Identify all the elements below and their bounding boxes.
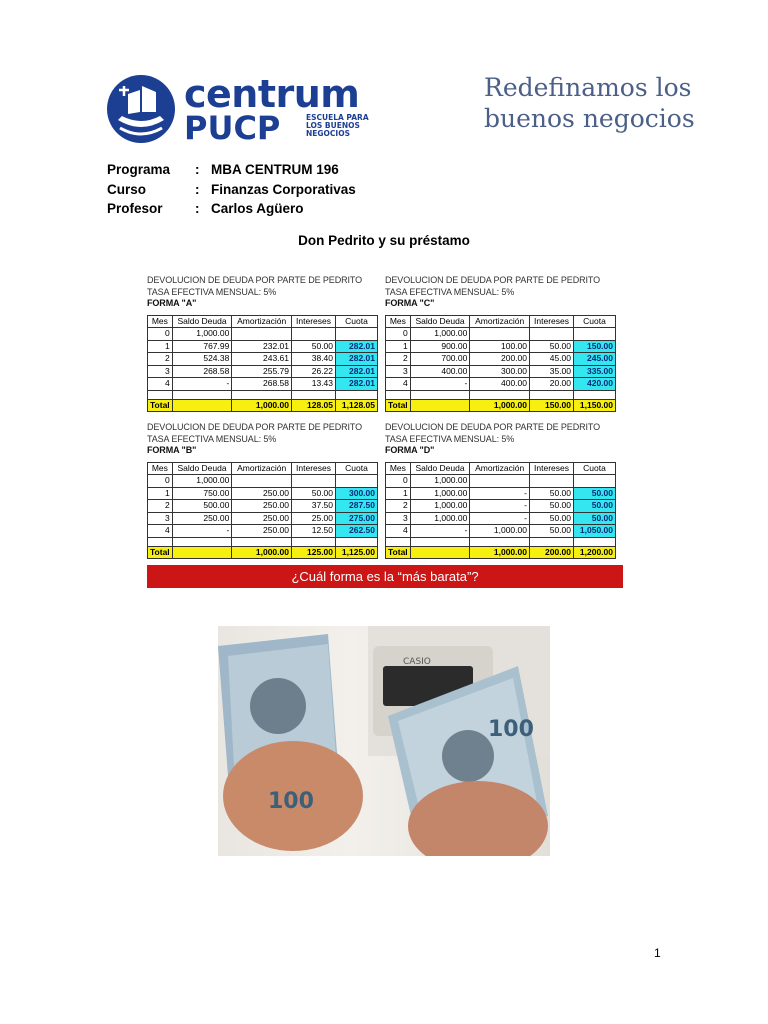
info-separator: :: [195, 201, 200, 216]
spacer-row: [386, 537, 616, 546]
total-cell: [172, 399, 232, 412]
total-cell: 200.00: [529, 546, 573, 559]
table-cell: 250.00: [232, 487, 292, 500]
table-cell: 4: [386, 378, 411, 391]
money-photo: [218, 626, 550, 856]
table-cell: 1,000.00: [172, 475, 232, 488]
table-cell: [336, 475, 378, 488]
table-cell: 200.00: [470, 353, 530, 366]
logo-pucp-text: PUCP: [184, 109, 281, 147]
spacer-cell: [470, 537, 530, 546]
info-value: Finanzas Corporativas: [211, 181, 356, 197]
table-rate: TASA EFECTIVA MENSUAL: 5%: [385, 433, 515, 444]
bill-value-left: 100: [268, 789, 314, 814]
info-row-profesor: [107, 199, 356, 219]
table-heading: DEVOLUCION DE DEUDA POR PARTE DE PEDRITO: [147, 422, 363, 432]
table-cell: 250.00: [232, 525, 292, 538]
table-cell: 50.00: [291, 487, 335, 500]
table-rate: TASA EFECTIVA MENSUAL: 5%: [385, 286, 515, 297]
table-cell: [232, 475, 292, 488]
spacer-cell: [291, 537, 335, 546]
table-row: [148, 525, 378, 538]
column-header: Intereses: [529, 315, 573, 328]
table-row: [148, 500, 378, 513]
table-cell: 2: [148, 353, 173, 366]
spacer-cell: [232, 537, 292, 546]
table-cell: 282.01: [336, 340, 378, 353]
slogan: [484, 72, 704, 134]
table-cell: 232.01: [232, 340, 292, 353]
table-cell: 50.00: [529, 525, 573, 538]
table-forma: FORMA "A": [147, 298, 197, 308]
table-cell: 1,000.00: [470, 525, 530, 538]
table-cell: [291, 328, 335, 341]
column-header: Amortización: [470, 315, 530, 328]
spacer-cell: [410, 537, 470, 546]
table-cell: 1,000.00: [410, 328, 470, 341]
table-cell: 35.00: [529, 365, 573, 378]
table-cell: 4: [148, 525, 173, 538]
info-row-curso: [107, 180, 356, 200]
table-cell: 37.50: [291, 500, 335, 513]
table-cell: 1,000.00: [410, 500, 470, 513]
column-header: Amortización: [232, 315, 292, 328]
total-cell: 1,200.00: [574, 546, 616, 559]
column-header: Intereses: [291, 462, 335, 475]
course-info: [107, 160, 356, 219]
slogan-line-2: buenos negocios: [484, 104, 695, 133]
table-cell: 1,000.00: [410, 487, 470, 500]
table-cell: [529, 475, 573, 488]
table-cell: 50.00: [291, 340, 335, 353]
table-cell: 50.00: [574, 500, 616, 513]
loan-tables-figure: [147, 270, 623, 588]
table-cell: -: [172, 378, 232, 391]
total-cell: Total: [386, 399, 411, 412]
table-cell: 300.00: [336, 487, 378, 500]
amortization-table: [385, 315, 616, 413]
table-header-row: [386, 315, 616, 328]
column-header: Mes: [386, 462, 411, 475]
table-cell: 3: [386, 512, 411, 525]
info-row-programa: [107, 160, 356, 180]
table-header-row: [148, 462, 378, 475]
table-row: [386, 365, 616, 378]
column-header: Intereses: [529, 462, 573, 475]
table-cell: [336, 328, 378, 341]
table-cell: 243.61: [232, 353, 292, 366]
table-forma: FORMA "D": [385, 445, 435, 455]
spacer-cell: [172, 537, 232, 546]
table-cell: -: [410, 378, 470, 391]
spacer-cell: [172, 390, 232, 399]
total-row: [148, 546, 378, 559]
table-header-row: [386, 462, 616, 475]
question-banner: ¿Cuál forma es la “más barata”?: [147, 565, 623, 588]
table-cell: 3: [386, 365, 411, 378]
table-row: [148, 475, 378, 488]
table-cell: 245.00: [574, 353, 616, 366]
table-cell: 1,000.00: [172, 328, 232, 341]
spacer-cell: [529, 537, 573, 546]
spacer-cell: [148, 390, 173, 399]
table-cell: 500.00: [172, 500, 232, 513]
table-row: [386, 512, 616, 525]
table-rate: TASA EFECTIVA MENSUAL: 5%: [147, 433, 277, 444]
table-heading: DEVOLUCION DE DEUDA POR PARTE DE PEDRITO: [147, 275, 363, 285]
table-row: [386, 525, 616, 538]
table-cell: 0: [148, 328, 173, 341]
total-cell: 128.05: [291, 399, 335, 412]
column-header: Amortización: [232, 462, 292, 475]
table-cell: 25.00: [291, 512, 335, 525]
total-cell: 1,150.00: [574, 399, 616, 412]
table-cell: [470, 475, 530, 488]
table-row: [386, 500, 616, 513]
info-value: Carlos Agüero: [211, 201, 304, 216]
spacer-cell: [386, 390, 411, 399]
bill-value-right: 100: [488, 717, 534, 742]
centrum-pucp-logo: [106, 72, 369, 148]
total-cell: 125.00: [291, 546, 335, 559]
spacer-cell: [529, 390, 573, 399]
column-header: Cuota: [336, 315, 378, 328]
ship-emblem-icon: [106, 72, 176, 146]
total-cell: Total: [148, 399, 173, 412]
spacer-cell: [336, 537, 378, 546]
table-cell: 250.00: [172, 512, 232, 525]
table-cell: 150.00: [574, 340, 616, 353]
info-label: Programa: [107, 162, 171, 177]
table-cell: 1,050.00: [574, 525, 616, 538]
table-cell: 2: [386, 353, 411, 366]
table-cell: -: [470, 500, 530, 513]
spacer-row: [148, 537, 378, 546]
spacer-cell: [574, 537, 616, 546]
table-cell: 1,000.00: [410, 512, 470, 525]
table-cell: -: [470, 487, 530, 500]
table-row: [386, 353, 616, 366]
slogan-line-1: Redefinamos los: [484, 73, 692, 102]
table-cell: 26.22: [291, 365, 335, 378]
table-cell: 50.00: [529, 340, 573, 353]
table-cell: [574, 328, 616, 341]
table-row: [386, 487, 616, 500]
table-cell: 250.00: [232, 512, 292, 525]
info-separator: :: [195, 162, 200, 177]
amortization-table: [147, 315, 378, 413]
table-row: [148, 328, 378, 341]
table-cell: 524.38: [172, 353, 232, 366]
table-row: [386, 475, 616, 488]
table-cell: 400.00: [470, 378, 530, 391]
table-forma: FORMA "B": [147, 445, 197, 455]
table-cell: 4: [148, 378, 173, 391]
total-cell: [410, 399, 470, 412]
spacer-cell: [574, 390, 616, 399]
table-cell: 750.00: [172, 487, 232, 500]
table-cell: 262.50: [336, 525, 378, 538]
amortization-table: [147, 462, 378, 560]
table-cell: 1: [386, 487, 411, 500]
table-cell: 50.00: [529, 512, 573, 525]
column-header: Cuota: [574, 315, 616, 328]
table-cell: 1: [148, 340, 173, 353]
table-cell: 275.00: [336, 512, 378, 525]
table-cell: 767.99: [172, 340, 232, 353]
table-cell: 268.58: [232, 378, 292, 391]
table-cell: 255.79: [232, 365, 292, 378]
table-cell: 700.00: [410, 353, 470, 366]
table-cell: [574, 475, 616, 488]
table-cell: 100.00: [470, 340, 530, 353]
calculator-brand: CASIO: [403, 657, 431, 667]
total-cell: 1,000.00: [232, 399, 292, 412]
table-cell: 335.00: [574, 365, 616, 378]
info-label: Curso: [107, 181, 147, 197]
table-cell: 250.00: [232, 500, 292, 513]
table-cell: 13.43: [291, 378, 335, 391]
table-cell: 50.00: [529, 487, 573, 500]
spacer-cell: [470, 390, 530, 399]
table-block-forma-a: [147, 275, 378, 412]
table-cell: 50.00: [574, 512, 616, 525]
table-cell: 45.00: [529, 353, 573, 366]
table-block-forma-d: [385, 422, 616, 559]
info-label: Profesor: [107, 201, 163, 216]
table-forma: FORMA "C": [385, 298, 435, 308]
total-cell: 1,125.00: [336, 546, 378, 559]
table-heading: DEVOLUCION DE DEUDA POR PARTE DE PEDRITO: [385, 275, 601, 285]
table-row: [148, 365, 378, 378]
column-header: Mes: [386, 315, 411, 328]
table-cell: 20.00: [529, 378, 573, 391]
table-cell: 2: [148, 500, 173, 513]
table-cell: 900.00: [410, 340, 470, 353]
table-cell: 400.00: [410, 365, 470, 378]
table-cell: 2: [386, 500, 411, 513]
document-title: Don Pedrito y su préstamo: [298, 233, 470, 248]
table-cell: 282.01: [336, 353, 378, 366]
spacer-cell: [232, 390, 292, 399]
table-cell: 4: [386, 525, 411, 538]
total-cell: 1,000.00: [470, 546, 530, 559]
table-cell: 50.00: [529, 500, 573, 513]
table-cell: [470, 328, 530, 341]
column-header: Mes: [148, 462, 173, 475]
total-cell: 150.00: [529, 399, 573, 412]
spacer-cell: [386, 537, 411, 546]
table-heading: DEVOLUCION DE DEUDA POR PARTE DE PEDRITO: [385, 422, 601, 432]
table-block-forma-b: [147, 422, 378, 559]
total-cell: 1,000.00: [470, 399, 530, 412]
info-value: MBA CENTRUM 196: [211, 162, 339, 177]
table-cell: 0: [148, 475, 173, 488]
column-header: Saldo Deuda: [172, 315, 232, 328]
table-cell: 38.40: [291, 353, 335, 366]
column-header: Saldo Deuda: [410, 462, 470, 475]
table-cell: 50.00: [574, 487, 616, 500]
table-cell: 3: [148, 512, 173, 525]
logo-centrum-text: centrum: [184, 72, 360, 116]
spacer-cell: [410, 390, 470, 399]
total-cell: [172, 546, 232, 559]
table-row: [386, 328, 616, 341]
spacer-cell: [148, 537, 173, 546]
table-row: [148, 340, 378, 353]
table-cell: [232, 328, 292, 341]
table-cell: 282.01: [336, 365, 378, 378]
logo-tagline: ESCUELA PARA LOS BUENOS NEGOCIOS: [306, 113, 369, 138]
column-header: Cuota: [574, 462, 616, 475]
total-row: [386, 399, 616, 412]
spacer-row: [386, 390, 616, 399]
column-header: Amortización: [470, 462, 530, 475]
table-cell: 1: [386, 340, 411, 353]
table-row: [148, 487, 378, 500]
table-cell: 287.50: [336, 500, 378, 513]
total-cell: [410, 546, 470, 559]
spacer-cell: [291, 390, 335, 399]
table-row: [386, 378, 616, 391]
column-header: Mes: [148, 315, 173, 328]
total-cell: Total: [148, 546, 173, 559]
column-header: Intereses: [291, 315, 335, 328]
table-cell: 3: [148, 365, 173, 378]
total-cell: Total: [386, 546, 411, 559]
table-row: [148, 353, 378, 366]
table-row: [148, 378, 378, 391]
table-cell: 0: [386, 475, 411, 488]
table-cell: -: [470, 512, 530, 525]
table-cell: 268.58: [172, 365, 232, 378]
column-header: Saldo Deuda: [410, 315, 470, 328]
total-cell: 1,128.05: [336, 399, 378, 412]
table-cell: 1,000.00: [410, 475, 470, 488]
table-block-forma-c: [385, 275, 616, 412]
table-cell: [291, 475, 335, 488]
table-cell: 420.00: [574, 378, 616, 391]
table-header-row: [148, 315, 378, 328]
spacer-cell: [336, 390, 378, 399]
table-cell: [529, 328, 573, 341]
total-cell: 1,000.00: [232, 546, 292, 559]
amortization-table: [385, 462, 616, 560]
table-rate: TASA EFECTIVA MENSUAL: 5%: [147, 286, 277, 297]
page-number: 1: [654, 946, 661, 960]
banknotes-image: [218, 626, 550, 856]
table-cell: 282.01: [336, 378, 378, 391]
table-row: [148, 512, 378, 525]
table-row: [386, 340, 616, 353]
total-row: [386, 546, 616, 559]
table-cell: 0: [386, 328, 411, 341]
table-cell: 300.00: [470, 365, 530, 378]
total-row: [148, 399, 378, 412]
table-cell: -: [410, 525, 470, 538]
spacer-row: [148, 390, 378, 399]
column-header: Saldo Deuda: [172, 462, 232, 475]
table-cell: 1: [148, 487, 173, 500]
table-cell: -: [172, 525, 232, 538]
table-cell: 12.50: [291, 525, 335, 538]
info-separator: :: [195, 181, 200, 197]
column-header: Cuota: [336, 462, 378, 475]
